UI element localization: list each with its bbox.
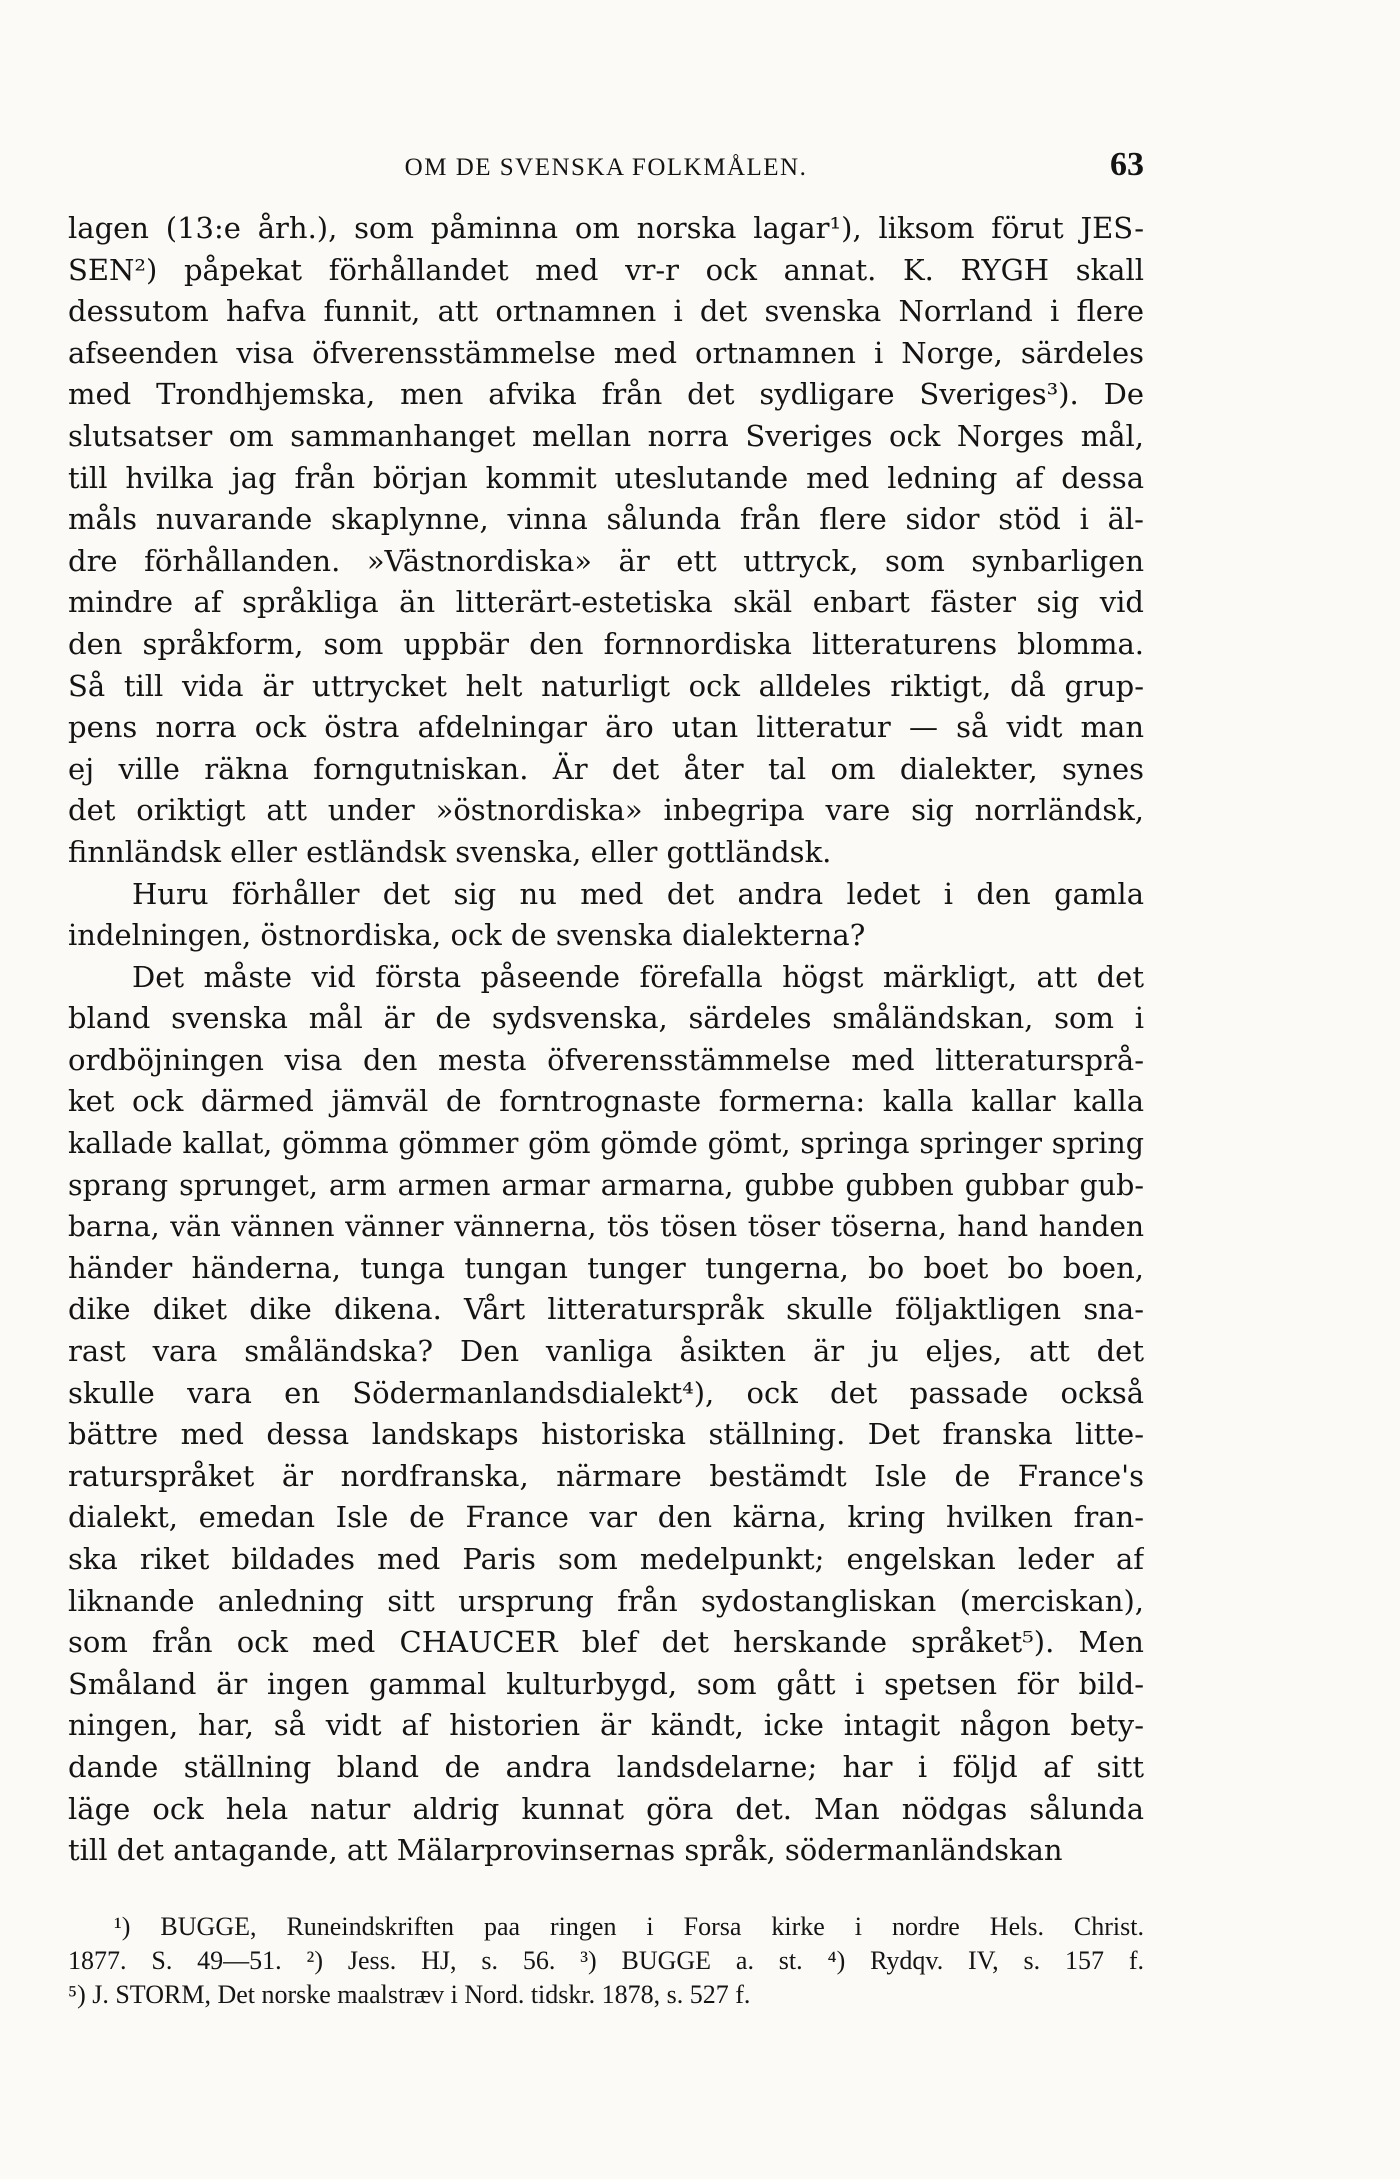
text-line: raturspråket är nordfranska, närmare bestämdt Isle de France's (68, 1458, 1144, 1493)
text-line: det oriktigt att under »östnordiska» inbegripa vare sig norrländsk, (68, 793, 1144, 828)
text-line: slutsatser om sammanhanget mellan norra Sveriges ock Norges mål, (68, 418, 1144, 453)
text-line: dialekt, emedan Isle de France var den kärna, kring hvilken fran- (68, 1500, 1144, 1535)
page-number: 63 (1110, 146, 1144, 183)
text-line: SEN²) påpekat förhållandet med vr-r ock annat. K. RYGH skall (68, 252, 1144, 287)
text-line: Huru förhåller det sig nu med det andra ledet i den gamla (132, 876, 1144, 911)
text-line: dessutom hafva funnit, att ortnamnen i det svenska Norrland i flere (68, 294, 1144, 329)
text-line: ningen, har, så vidt af historien är kändt, icke intagit någon bety- (68, 1708, 1144, 1743)
text-line: ket ock därmed jämväl de forntrognaste formerna: kalla kallar kalla (68, 1084, 1144, 1119)
text-line: till det antagande, att Mälarprovinsernas språk, södermanländskan (68, 1833, 1063, 1868)
text-line: till hvilka jag från början kommit uteslutande med ledning af dessa (68, 460, 1144, 495)
text-line: ej ville räkna forngutniskan. Är det åter tal om dialekter, synes (68, 751, 1144, 786)
text-line: ordböjningen visa den mesta öfverensstämmelse med litteratursprå- (68, 1042, 1144, 1077)
text-line: med Trondhjemska, men afvika från det sydligare Sveriges³). De (68, 377, 1144, 412)
text-line: sprang sprunget, arm armen armar armarna, gubbe gubben gubbar gub- (68, 1168, 1144, 1202)
text-line: finnländsk eller estländsk svenska, eller gottländsk. (68, 834, 832, 869)
text-line: liknande anledning sitt ursprung från sydostangliskan (merciskan), (68, 1583, 1144, 1618)
text-line: händer händerna, tunga tungan tunger tungerna, bo boet bo boen, (68, 1250, 1144, 1285)
text-line: som från ock med CHAUCER blef det herskande språket⁵). Men (68, 1625, 1144, 1660)
text-line: barna, vän vännen vänner vännerna, tös tösen töser töserna, hand handen (68, 1210, 1144, 1244)
text-line: dre förhållanden. »Västnordiska» är ett uttryck, som synbarligen (68, 543, 1144, 578)
text-line: Det måste vid första påseende förefalla högst märkligt, att det (132, 959, 1144, 994)
text-line: indelningen, östnordiska, ock de svenska dialekterna? (68, 918, 866, 953)
text-line: skulle vara en Södermanlandsdialekt⁴), ock det passade också (68, 1375, 1144, 1410)
main-text (68, 208, 1144, 1872)
text-line: pens norra ock östra afdelningar äro utan litteratur — så vidt man (68, 710, 1144, 745)
text-line: bland svenska mål är de sydsvenska, särdeles småländskan, som i (68, 1001, 1144, 1036)
text-line: Så till vida är uttrycket helt naturligt ock alldeles riktigt, då grup- (68, 668, 1144, 703)
text-line: afseenden visa öfverensstämmelse med ortnamnen i Norge, särdeles (68, 335, 1144, 370)
text-line: dande ställning bland de andra landsdelarne; har i följd af sitt (68, 1749, 1144, 1784)
text-line: måls nuvarande skaplynne, vinna sålunda från flere sidor stöd i äl- (68, 502, 1144, 537)
text-line: rast vara småländska? Den vanliga åsikten är ju eljes, att det (68, 1334, 1144, 1369)
text-line: bättre med dessa landskaps historiska ställning. Det franska litte- (68, 1417, 1144, 1452)
text-line: dike diket dike dikena. Vårt litteraturspråk skulle följaktligen sna- (68, 1292, 1144, 1327)
footnote-line: ⁵) J. STORM, Det norske maalstræv i Nord. tidskr. 1878, s. 527 f. (68, 1980, 751, 2009)
text-line: kallade kallat, gömma gömmer göm gömde gömt, springa springer spring (68, 1127, 1144, 1161)
running-title: OM DE SVENSKA FOLKMÅLEN. (404, 154, 808, 181)
footnote-line: 1877. S. 49—51. ²) Jess. HJ, s. 56. ³) BUGGE a. st. ⁴) Rydqv. IV, s. 157 f. (68, 1946, 1144, 1975)
footnotes (68, 1910, 1144, 2012)
text-line: mindre af språkliga än litterärt-estetiska skäl enbart fäster sig vid (68, 585, 1144, 620)
text-line: den språkform, som uppbär den fornnordiska litteraturens blomma. (68, 626, 1144, 661)
text-line: lagen (13:e årh.), som påminna om norska lagar¹), liksom förut JES- (68, 211, 1144, 245)
text-line: läge ock hela natur aldrig kunnat göra det. Man nödgas sålunda (68, 1791, 1144, 1826)
page-header (68, 146, 1144, 190)
text-line: ska riket bildades med Paris som medelpunkt; engelskan leder af (68, 1542, 1144, 1576)
footnote-line: ¹) BUGGE, Runeindskriften paa ringen i Forsa kirke i nordre Hels. Christ. (114, 1912, 1144, 1941)
text-line: Småland är ingen gammal kulturbygd, som gått i spetsen för bild- (68, 1666, 1144, 1701)
